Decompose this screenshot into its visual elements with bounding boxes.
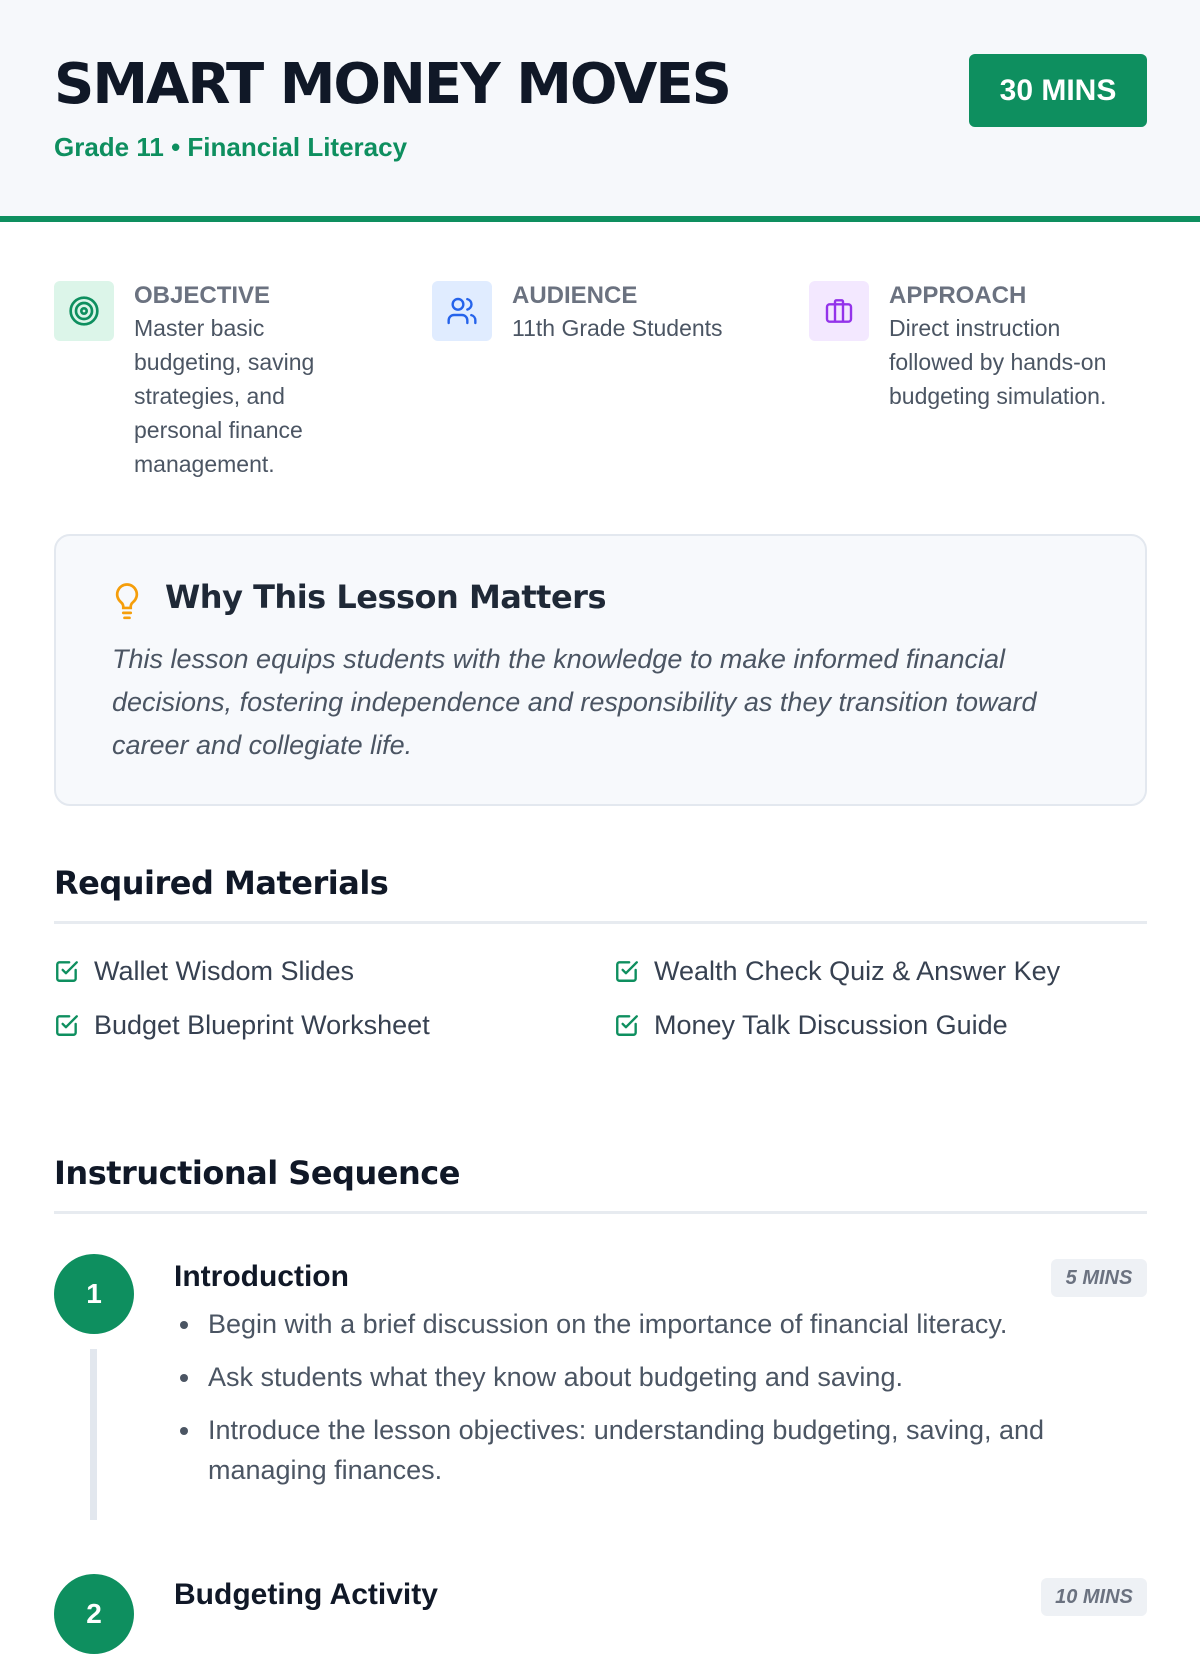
divider <box>54 921 1147 924</box>
check-square-icon <box>614 958 640 984</box>
check-square-icon <box>614 1012 640 1038</box>
material-item <box>614 1008 1008 1042</box>
step-title: Budgeting Activity <box>174 1578 438 1611</box>
info-value: Direct instruction followed by hands-on budgeting simulation. <box>889 315 1107 409</box>
list-item: Introduce the lesson objectives: understanding budgeting, saving, and managing finances. <box>174 1410 1114 1490</box>
check-square-icon <box>54 958 80 984</box>
why-card <box>54 534 1147 806</box>
material-label: Wealth Check Quiz & Answer Key <box>654 955 1061 986</box>
step-number-badge: 2 <box>54 1574 134 1654</box>
divider <box>54 1211 1147 1214</box>
list-item: Ask students what they know about budgeting and saving. <box>174 1357 1114 1397</box>
lightbulb-icon <box>112 582 142 624</box>
material-item <box>614 954 1060 988</box>
step-number-badge: 1 <box>54 1254 134 1334</box>
material-label: Budget Blueprint Worksheet <box>94 1009 430 1040</box>
step-bullet-list <box>174 1304 1114 1503</box>
timeline-line <box>90 1349 97 1520</box>
list-item: Begin with a brief discussion on the importance of financial literacy. <box>174 1304 1114 1344</box>
duration-badge: 30 MINS <box>969 54 1147 127</box>
why-title: Why This Lesson Matters <box>165 578 606 616</box>
why-text: This lesson equips students with the knowledge to make informed financial decisions, fostering independence and responsibility as they transition toward career and collegiate life. <box>112 644 1037 760</box>
material-label: Money Talk Discussion Guide <box>654 1009 1008 1040</box>
sequence-title: Instructional Sequence <box>54 1154 460 1192</box>
users-icon <box>432 281 492 341</box>
step-title: Introduction <box>174 1260 349 1293</box>
check-square-icon <box>54 1012 80 1038</box>
step-duration-badge: 10 MINS <box>1041 1578 1147 1616</box>
info-label: APPROACH <box>889 282 1027 309</box>
materials-title: Required Materials <box>54 864 389 902</box>
info-value: Master basic budgeting, saving strategies, and personal finance management. <box>134 315 315 477</box>
material-label: Wallet Wisdom Slides <box>94 955 355 986</box>
target-icon <box>54 281 114 341</box>
material-item <box>54 954 354 988</box>
info-label: OBJECTIVE <box>134 282 271 309</box>
lesson-header <box>0 0 1200 222</box>
material-item <box>54 1008 430 1042</box>
page-subtitle: Grade 11 • Financial Literacy <box>54 132 408 162</box>
page-title: SMART MONEY MOVES <box>54 52 730 117</box>
step-duration-badge: 5 MINS <box>1051 1259 1147 1297</box>
info-value: 11th Grade Students <box>512 315 723 341</box>
info-label: AUDIENCE <box>512 282 638 309</box>
briefcase-icon <box>809 281 869 341</box>
